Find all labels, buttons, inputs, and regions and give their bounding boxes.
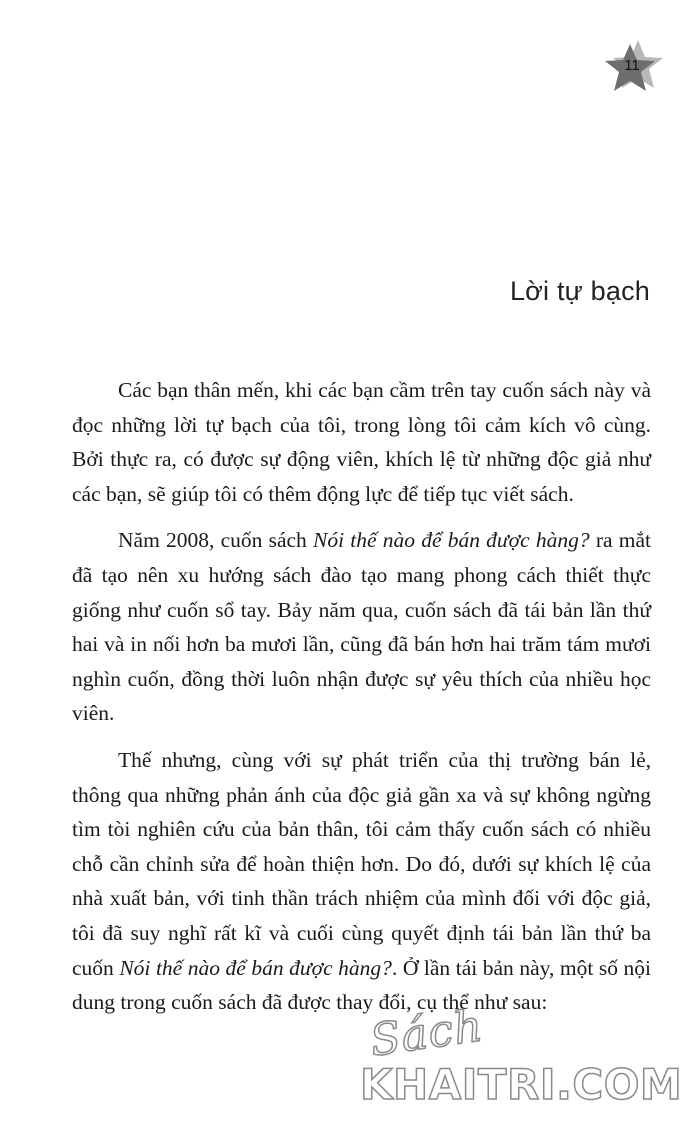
book-title-italic: Nói thế nào để bán được hàng? xyxy=(119,955,392,980)
page-number: 11 xyxy=(624,57,640,74)
paragraph: Các bạn thân mến, khi các bạn cầm trên tay cuốn sách này và đọc những lời tự bạch của tôi, trong lòng tôi cảm kích vô cùng. Bởi thực ra, có được sự động viên, khích lệ từ những độc giả như các bạn, sẽ giúp tôi có thêm động lực để tiếp tục viết sách. xyxy=(72,378,651,506)
watermark-logo xyxy=(360,1000,690,1109)
watermark-brand-text: KHAITRI.COM xyxy=(360,1060,683,1109)
page-number-badge xyxy=(600,38,666,96)
body-text xyxy=(72,373,651,1032)
book-title-italic: Nói thế nào để bán được hàng? xyxy=(313,528,590,553)
watermark-script-text: Sách xyxy=(367,1000,487,1067)
paragraph: Thế nhưng, cùng với sự phát triển của thị trường bán lẻ, thông qua những phản ánh của độc giả gần xa và sự không ngừng tìm tòi nghiên cứu của bản thân, tôi cảm thấy cuốn sách có nhiều chỗ cần chỉnh sửa để hoàn thiện hơn. Do đó, dưới sự khích lệ của nhà xuất bản, với tinh thần trách nhiệm của mình đối với độc giả, tôi đã suy nghĩ rất kĩ và cuối cùng quyết định tái bản lần thứ ba cuốn Nói thế nào để bán được hàng?. Ở lần tái bản này, một số nội dung trong cuốn sách đã được thay đổi, cụ thể như sau: xyxy=(72,747,651,1015)
paragraph: Năm 2008, cuốn sách Nói thế nào để bán được hàng? ra mắt đã tạo nên xu hướng sách đào tạo mang phong cách thiết thực giống như cuốn sổ tay. Bảy năm qua, cuốn sách đã tái bản lần thứ hai và in nối hơn ba mươi lần, cũng đã bán hơn hai trăm tám mươi nghìn cuốn, đồng thời luôn nhận được sự yêu thích của nhiều học viên. xyxy=(72,528,651,726)
chapter-title: Lời tự bạch xyxy=(509,276,650,306)
